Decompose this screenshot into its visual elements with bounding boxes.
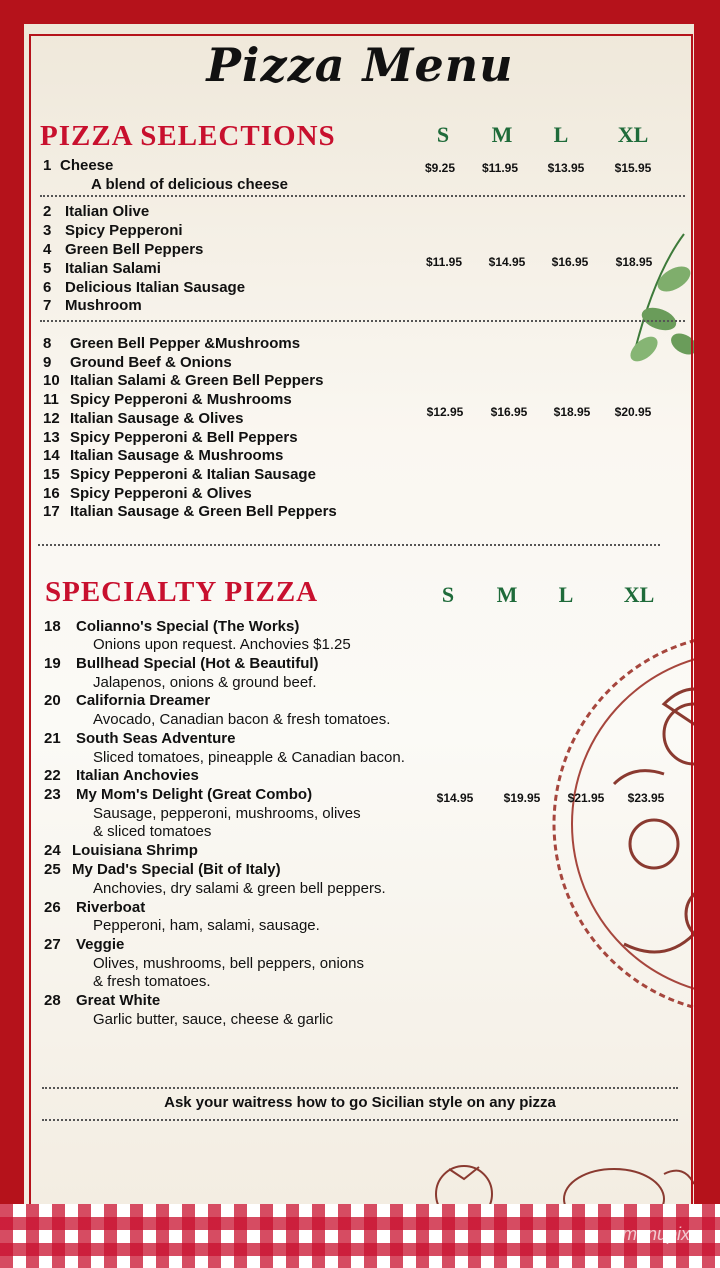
size-header-xl: XL (617, 122, 649, 147)
divider (38, 544, 660, 546)
price-xl: $18.95 (615, 255, 653, 269)
item-name: Spicy Pepperoni (65, 222, 183, 239)
item-name: My Dad's Special (Bit of Italy) (72, 861, 281, 878)
item-name: Colianno's Special (The Works) (76, 618, 300, 635)
item-number: 6 (43, 279, 52, 296)
item-number: 10 (43, 372, 60, 389)
price-l: $18.95 (553, 405, 591, 419)
item-number: 2 (43, 203, 52, 220)
item-name: Ground Beef & Onions (70, 354, 232, 371)
item-number: 1 (43, 157, 52, 174)
item-number: 8 (43, 335, 52, 352)
item-description: Sliced tomatoes, pineapple & Canadian bacon. (93, 749, 405, 766)
price-s: $12.95 (426, 405, 464, 419)
price-m: $19.95 (503, 791, 541, 805)
item-name: South Seas Adventure (76, 730, 236, 747)
item-number: 9 (43, 354, 52, 371)
divider (40, 320, 685, 322)
size-header-xl: XL (623, 582, 655, 607)
item-name: Spicy Pepperoni & Italian Sausage (70, 466, 316, 483)
item-name: Green Bell Pepper &Mushrooms (70, 335, 301, 352)
item-number: 18 (44, 618, 61, 635)
item-number: 12 (43, 410, 60, 427)
item-name: Italian Olive (65, 203, 150, 220)
basil-leaves-icon (614, 224, 694, 384)
item-description: Anchovies, dry salami & green bell peppers. (93, 880, 386, 897)
item-description: Garlic butter, sauce, cheese & garlic (93, 1011, 334, 1028)
item-name: California Dreamer (76, 692, 211, 709)
item-number: 14 (43, 447, 60, 464)
item-description: Sausage, pepperoni, mushrooms, olives (93, 805, 361, 822)
item-name: My Mom's Delight (Great Combo) (76, 786, 313, 803)
price-xl: $20.95 (614, 405, 652, 419)
tomatoes-illustration-icon (414, 1144, 694, 1204)
item-description: & sliced tomatoes (93, 823, 212, 840)
item-name: Veggie (76, 936, 125, 953)
item-description: A blend of delicious cheese (91, 176, 288, 193)
item-number: 13 (43, 429, 60, 446)
price-l: $21.95 (567, 791, 605, 805)
price-s: $11.95 (425, 255, 463, 269)
item-name: Spicy Pepperoni & Bell Peppers (70, 429, 298, 446)
size-header-s: S (441, 582, 455, 607)
price-s: $9.25 (424, 161, 456, 175)
item-name: Italian Salami & Green Bell Peppers (70, 372, 324, 389)
pizza-illustration-icon (544, 584, 694, 1064)
item-number: 15 (43, 466, 60, 483)
item-description: & fresh tomatoes. (93, 973, 211, 990)
menu-title: Pizza Menu (206, 38, 514, 92)
item-description: Avocado, Canadian bacon & fresh tomatoes. (93, 711, 391, 728)
item-name: Spicy Pepperoni & Olives (70, 485, 252, 502)
item-number: 16 (43, 485, 60, 502)
watermark: menupix (621, 1224, 690, 1244)
item-name: Riverboat (76, 899, 146, 916)
item-description: Onions upon request. Anchovies $1.25 (93, 636, 351, 653)
item-number: 22 (44, 767, 61, 784)
item-name: Green Bell Peppers (65, 241, 204, 258)
item-number: 17 (43, 503, 60, 520)
item-number: 7 (43, 297, 52, 314)
item-name: Cheese (60, 157, 114, 174)
price-m: $11.95 (481, 161, 519, 175)
item-name: Italian Sausage & Green Bell Peppers (70, 503, 337, 520)
item-name: Spicy Pepperoni & Mushrooms (70, 391, 292, 408)
size-header-l: L (558, 582, 574, 607)
item-number: 20 (44, 692, 61, 709)
price-s: $14.95 (436, 791, 474, 805)
item-name: Italian Salami (65, 260, 161, 277)
item-number: 25 (44, 861, 61, 878)
item-description: Jalapenos, onions & ground beef. (93, 674, 317, 691)
size-header-m: M (496, 582, 518, 607)
item-name: Mushroom (65, 297, 142, 314)
item-number: 26 (44, 899, 61, 916)
item-name: Italian Anchovies (76, 767, 199, 784)
item-description: Pepperoni, ham, salami, sausage. (93, 917, 320, 934)
price-l: $16.95 (551, 255, 589, 269)
item-number: 5 (43, 260, 52, 277)
item-number: 3 (43, 222, 52, 239)
divider (40, 195, 685, 197)
item-name: Italian Sausage & Mushrooms (70, 447, 284, 464)
section-title-selections: PIZZA SELECTIONS (40, 120, 336, 152)
checkered-tablecloth (0, 1204, 720, 1268)
size-header-m: M (491, 122, 513, 147)
item-description: Olives, mushrooms, bell peppers, onions (93, 955, 364, 972)
item-number: 24 (44, 842, 61, 859)
divider (42, 1119, 678, 1121)
item-number: 21 (44, 730, 61, 747)
price-m: $16.95 (490, 405, 528, 419)
item-name: Delicious Italian Sausage (65, 279, 246, 296)
item-name: Great White (76, 992, 161, 1009)
item-number: 4 (43, 241, 52, 258)
item-number: 27 (44, 936, 61, 953)
item-number: 28 (44, 992, 61, 1009)
item-name: Louisiana Shrimp (72, 842, 198, 859)
size-header-l: L (553, 122, 569, 147)
size-header-s: S (436, 122, 450, 147)
price-m: $14.95 (488, 255, 526, 269)
item-number: 23 (44, 786, 61, 803)
item-number: 11 (43, 391, 59, 408)
section-title-specialty: SPECIALTY PIZZA (45, 576, 319, 608)
item-name: Italian Sausage & Olives (70, 410, 244, 427)
item-name: Bullhead Special (Hot & Beautiful) (76, 655, 319, 672)
item-number: 19 (44, 655, 61, 672)
sicilian-style-note: Ask your waitress how to go Sicilian style on any pizza (164, 1094, 556, 1111)
price-l: $13.95 (547, 161, 585, 175)
price-xl: $15.95 (614, 161, 652, 175)
divider (42, 1087, 678, 1089)
price-xl: $23.95 (627, 791, 665, 805)
